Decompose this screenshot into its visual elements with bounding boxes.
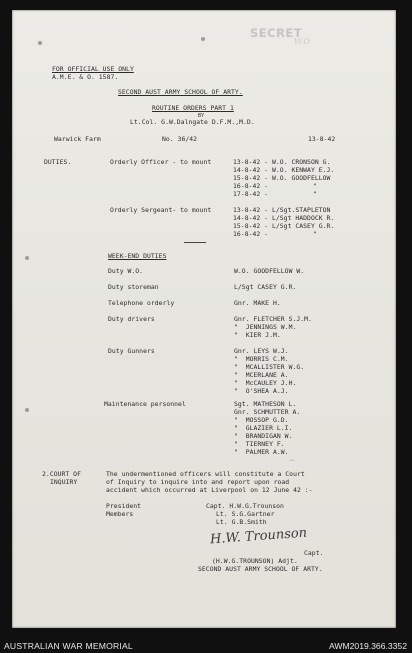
court-heading-2: INQUIRY: [50, 478, 78, 486]
duty-storeman-label: Duty storeman: [108, 283, 159, 291]
archive-footer: [0, 638, 412, 653]
duty-gunner: Gnr. LEYS W.J.: [234, 347, 289, 355]
maintenance-label: Maintenance personnel: [104, 400, 186, 408]
footer-accession: AWM2019.366.3352: [328, 641, 407, 651]
president-name: Capt. H.W.G.Trounson: [206, 502, 284, 510]
handwritten-signature: H.W. Trounson: [209, 525, 308, 548]
maintenance-person: " BRANDIGAN W.: [234, 432, 293, 440]
orderly-sergeant-row: 13-8-42 - L/Sgt.STAPLETON: [233, 206, 331, 214]
orderly-sergeant-row: 16-8-42 -: [233, 230, 269, 238]
duty-wo-value: W.O. GOODFELLOW W.: [234, 267, 305, 275]
maintenance-person: " PALMER A.W.: [234, 448, 289, 456]
court-body-line: of Inquiry to inquire into and report upon road: [106, 478, 290, 486]
signature-rank: Capt.: [304, 549, 324, 557]
location: Warwick Farm: [54, 135, 101, 143]
duty-gunner: " McCAULEY J.H.: [234, 379, 297, 387]
ditto-mark: ": [313, 190, 317, 198]
secret-stamp: SECRET: [250, 26, 303, 40]
president-label: President: [106, 502, 142, 510]
ame-reference: A.M.E. & O. 1587.: [52, 73, 119, 81]
duty-gunner: " O'SHEA A.J.: [234, 387, 289, 395]
duty-gunner: " MCERLANE A.: [234, 371, 289, 379]
orderly-officer-label: Orderly Officer - to mount: [110, 158, 212, 166]
orderly-officer-row: 14-8-42 - W.O. KENWAY E.J.: [233, 166, 335, 174]
court-body-line: accident which occurred at Liverpool on 12 June 42 :-: [106, 486, 313, 494]
orders-date: 13-8-42: [308, 135, 336, 143]
maintenance-person: Gnr. SCHMUTTER A.: [234, 408, 301, 416]
duty-gunners-label: Duty Gunners: [108, 347, 155, 355]
members-label: Members: [106, 510, 134, 518]
document-page: [12, 10, 396, 628]
ditto-mark: ": [313, 230, 317, 238]
duty-gunner: " MCALLISTER W.G.: [234, 363, 305, 371]
duty-driver: " KIER J.M.: [234, 331, 281, 339]
orderly-officer-row: 17-8-42 -: [233, 190, 269, 198]
telephone-orderly-value: Gnr. MAKE H.: [234, 299, 281, 307]
orders-number: No. 36/42: [162, 135, 198, 143]
punch-hole: [201, 37, 205, 41]
footer-institution: AUSTRALIAN WAR MEMORIAL: [4, 641, 133, 651]
member-name: Lt. S.G.Gartner: [216, 510, 275, 518]
by-label: BY: [198, 113, 205, 119]
signature-unit: SECOND AUST ARMY SCHOOL OF ARTY.: [198, 565, 323, 573]
school-heading: SECOND AUST ARMY SCHOOL OF ARTY.: [118, 88, 243, 96]
court-heading: 2.COURT OF: [42, 470, 81, 478]
duty-storeman-value: L/Sgt CASEY G.R.: [234, 283, 297, 291]
duty-driver: Gnr. FLETCHER S.J.M.: [234, 315, 312, 323]
weekend-heading: WEEK-END DUTIES: [108, 252, 167, 260]
court-body-line: The undermentioned officers will constitute a Court: [106, 470, 305, 478]
orderly-sergeant-row: 14-8-42 - L/Sgt HADDOCK R.: [233, 214, 335, 222]
official-use-heading: FOR OFFICIAL USE ONLY: [52, 65, 134, 73]
member-name: Lt. G.B.Smith: [216, 518, 267, 526]
punch-hole: [25, 408, 29, 412]
punch-hole: [38, 41, 42, 45]
faint-annotation: ~: [288, 456, 296, 466]
maintenance-person: " TIERNEY F.: [234, 440, 285, 448]
duties-heading: DUTIES.: [44, 158, 72, 166]
orderly-officer-row: 15-8-42 - W.O. GOODFELLOW: [233, 174, 331, 182]
duty-gunner: " MORRIS C.M.: [234, 355, 289, 363]
section-divider: [184, 242, 206, 243]
ditto-mark: ": [313, 182, 317, 190]
duty-drivers-label: Duty drivers: [108, 315, 155, 323]
orderly-sergeant-row: 15-8-42 - L/Sgt CASEY G.R.: [233, 222, 335, 230]
orderly-officer-row: 16-8-42 -: [233, 182, 269, 190]
maintenance-person: " MOSSOP G.D.: [234, 416, 289, 424]
orderly-sergeant-label: Orderly Sergeant- to mount: [110, 206, 212, 214]
signature-name: (H.W.G.TROUNSON) Adjt.: [212, 557, 298, 565]
duty-wo-label: Duty W.O.: [108, 267, 144, 275]
orderly-officer-row: 13-8-42 - W.O. CRONSON G.: [233, 158, 331, 166]
maintenance-person: " GLAZIER L.I.: [234, 424, 293, 432]
telephone-orderly-label: Telephone orderly: [108, 299, 175, 307]
maintenance-person: Sgt. MATHESON L.: [234, 400, 297, 408]
duty-driver: " JENNINGS W.M.: [234, 323, 297, 331]
stamp-initials: W.O: [294, 37, 310, 46]
punch-hole: [25, 256, 29, 260]
orders-title: ROUTINE ORDERS PART 1: [152, 104, 234, 112]
commander: Lt.Col. G.W.Dalngate D.F.M.,M.D.: [130, 118, 255, 126]
